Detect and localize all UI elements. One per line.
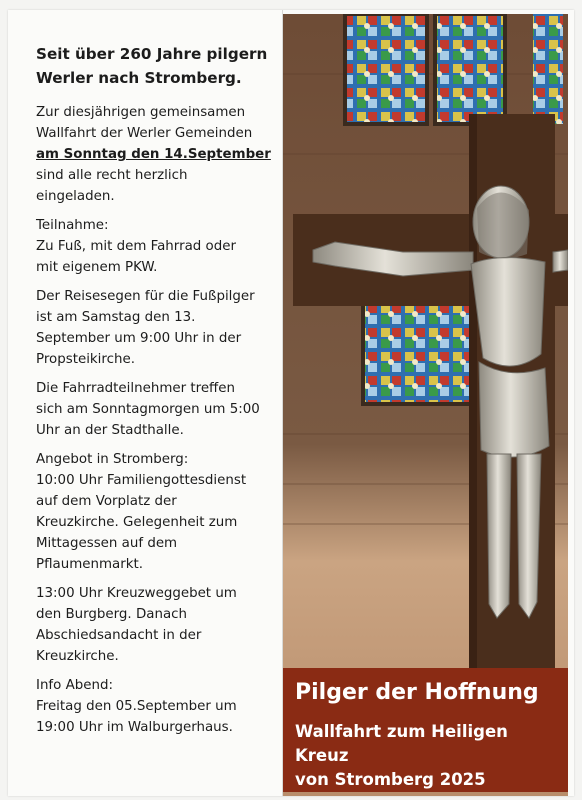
text-line: ist am Samstag den 13.: [36, 310, 196, 325]
text-line: Mittagessen auf dem: [36, 536, 178, 551]
text-line: Kreuzkirche. Gelegenheit zum: [36, 515, 238, 530]
text-line: Pflaumenmarkt.: [36, 557, 143, 572]
date-line: am Sonntag den 14.September: [36, 147, 271, 162]
text-line: Zu Fuß, mit dem Fahrrad oder: [36, 239, 236, 254]
text-line: mit eigenem PKW.: [36, 260, 158, 275]
afternoon-paragraph: [36, 583, 276, 667]
text-line: 13:00 Uhr Kreuzweggebet um: [36, 586, 237, 601]
participation-paragraph: [36, 215, 276, 278]
invitation-paragraph: [36, 102, 276, 207]
text-line: den Burgberg. Danach: [36, 607, 188, 622]
text-line: Kreuzkirche.: [36, 649, 119, 664]
blessing-paragraph: [36, 286, 276, 370]
flyer-page: [8, 10, 574, 796]
text-line: Angebot in Stromberg:: [36, 452, 189, 467]
banner-title: Pilger der Hoffnung: [295, 680, 539, 705]
text-line: Abschiedsandacht in der: [36, 628, 202, 643]
offer-paragraph: [36, 449, 276, 575]
cyclists-paragraph: [36, 378, 276, 441]
text-column: [32, 42, 276, 746]
text-line: Zur diesjährigen gemeinsamen: [36, 105, 246, 120]
banner-subtitle: [295, 720, 565, 792]
text-line: auf dem Vorplatz der: [36, 494, 177, 509]
text-line: sind alle recht herzlich: [36, 168, 188, 183]
headline-line: Werler nach Stromberg.: [36, 69, 242, 87]
headline-line: Seit über 260 Jahre pilgern: [36, 45, 268, 63]
text-line: Freitag den 05.September um: [36, 699, 237, 714]
headline: [36, 42, 276, 90]
text-line: Teilnahme:: [36, 218, 109, 233]
text-line: eingeladen.: [36, 189, 115, 204]
text-line: sich am Sonntagmorgen um 5:00: [36, 402, 260, 417]
text-line: Uhr an der Stadthalle.: [36, 423, 184, 438]
banner-subtitle-line: von Stromberg 2025: [295, 770, 486, 789]
banner-subtitle-line: Wallfahrt zum Heiligen Kreuz: [295, 722, 508, 765]
text-line: Propsteikirche.: [36, 352, 135, 367]
text-line: 19:00 Uhr im Walburgerhaus.: [36, 720, 233, 735]
text-line: 10:00 Uhr Familiengottesdienst: [36, 473, 247, 488]
text-line: Die Fahrradteilnehmer treffen: [36, 381, 236, 396]
info-paragraph: [36, 675, 276, 738]
text-line: Info Abend:: [36, 678, 113, 693]
title-banner: [283, 668, 568, 792]
text-line: Wallfahrt der Werler Gemeinden: [36, 126, 253, 141]
text-line: September um 9:00 Uhr in der: [36, 331, 242, 346]
crucifix-photo: [283, 14, 568, 796]
text-line: Der Reisesegen für die Fußpilger: [36, 289, 255, 304]
